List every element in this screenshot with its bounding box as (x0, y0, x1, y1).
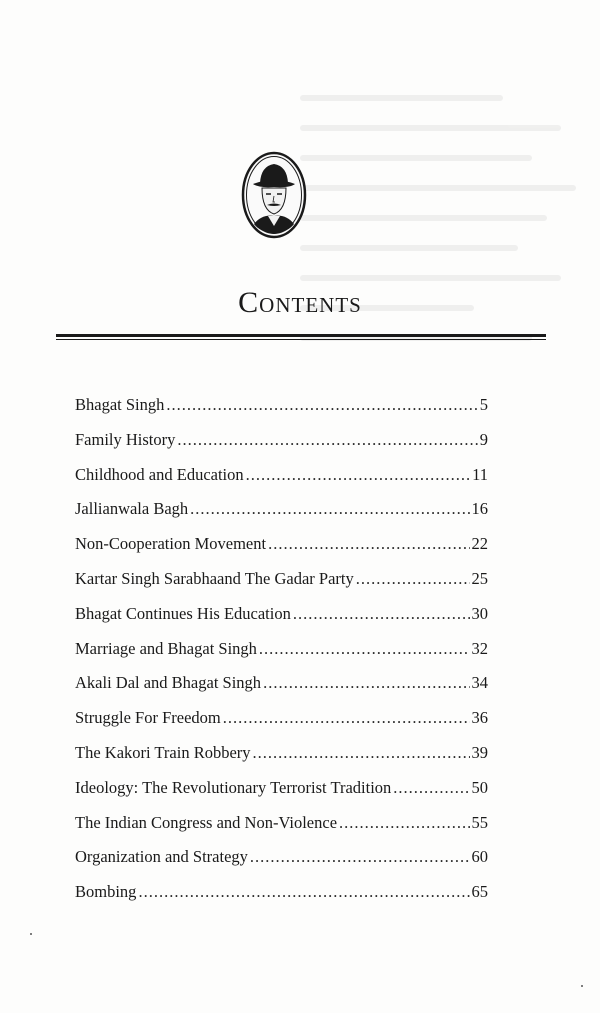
toc-entry (75, 534, 488, 569)
toc-entry-title: Marriage and Bhagat Singh (75, 638, 257, 658)
page-title: Contents (238, 286, 362, 319)
toc-entry-title: Organization and Strategy (75, 847, 248, 867)
toc-entry-title: Akali Dal and Bhagat Singh (75, 673, 262, 693)
toc-entry (75, 673, 488, 708)
toc-entry-page: 39 (471, 742, 488, 762)
toc-leader (339, 813, 469, 833)
toc-entry-title: The Kakori Train Robbery (75, 742, 251, 762)
toc-entry-title: Bhagat Continues His Education (75, 603, 291, 623)
toc-leader (166, 395, 477, 415)
paper-speck (581, 985, 583, 987)
bleed-through-text (300, 95, 590, 395)
toc-entry-page: 5 (479, 395, 488, 414)
toc-entry-page: 9 (479, 429, 488, 449)
toc-entry-title: Jallianwala Bagh (75, 499, 189, 519)
toc-entry-page: 22 (471, 534, 488, 554)
toc-entry (75, 569, 488, 604)
toc-leader (138, 882, 469, 902)
toc-entry-page: 50 (471, 777, 488, 797)
toc-entry-page: 30 (471, 603, 488, 623)
toc-entry-page: 11 (472, 464, 488, 484)
toc-leader (190, 499, 469, 519)
toc-entry-title: Ideology: The Revolutionary Terrorist Tradition (75, 777, 392, 797)
toc-leader (393, 778, 469, 798)
paper-speck (30, 933, 32, 935)
table-of-contents (75, 395, 488, 917)
toc-entry (75, 499, 488, 534)
toc-leader (268, 534, 469, 554)
toc-leader (246, 465, 470, 485)
toc-entry (75, 778, 488, 813)
toc-leader (293, 604, 470, 624)
toc-leader (253, 743, 470, 763)
toc-entry-title: Bhagat Singh (75, 395, 165, 414)
title-rule-thin (56, 339, 546, 340)
toc-entry-title: Kartar Singh Sarabhaand The Gadar Party (75, 568, 354, 588)
toc-entry (75, 395, 488, 430)
title-rule-thick (56, 334, 546, 337)
toc-entry-title: Childhood and Education (75, 464, 244, 484)
toc-entry-page: 25 (471, 568, 488, 588)
toc-entry-page: 32 (471, 638, 488, 658)
toc-entry (75, 430, 488, 465)
toc-entry (75, 639, 488, 674)
toc-entry-page: 36 (471, 708, 488, 728)
toc-entry-page: 34 (471, 673, 488, 693)
toc-entry-title: Family History (75, 429, 176, 449)
toc-leader (177, 430, 477, 450)
toc-entry-title: Bombing (75, 882, 137, 902)
toc-entry (75, 604, 488, 639)
toc-leader (356, 569, 470, 589)
toc-entry (75, 813, 488, 848)
toc-entry-page: 16 (471, 499, 488, 519)
toc-entry-page: 55 (471, 812, 488, 832)
toc-entry (75, 708, 488, 743)
toc-entry-title: Non-Cooperation Movement (75, 534, 267, 554)
toc-entry-title: Struggle For Freedom (75, 708, 221, 728)
toc-entry-page: 60 (471, 847, 488, 867)
toc-leader (250, 847, 470, 867)
toc-entry-title: The Indian Congress and Non-Violence (75, 812, 338, 832)
toc-entry (75, 465, 488, 500)
toc-entry (75, 743, 488, 778)
toc-leader (263, 673, 469, 693)
toc-leader (259, 639, 470, 659)
toc-entry (75, 847, 488, 882)
toc-leader (223, 708, 470, 728)
portrait-medallion-icon (240, 150, 308, 240)
toc-entry-page: 65 (471, 882, 488, 902)
toc-entry (75, 882, 488, 917)
